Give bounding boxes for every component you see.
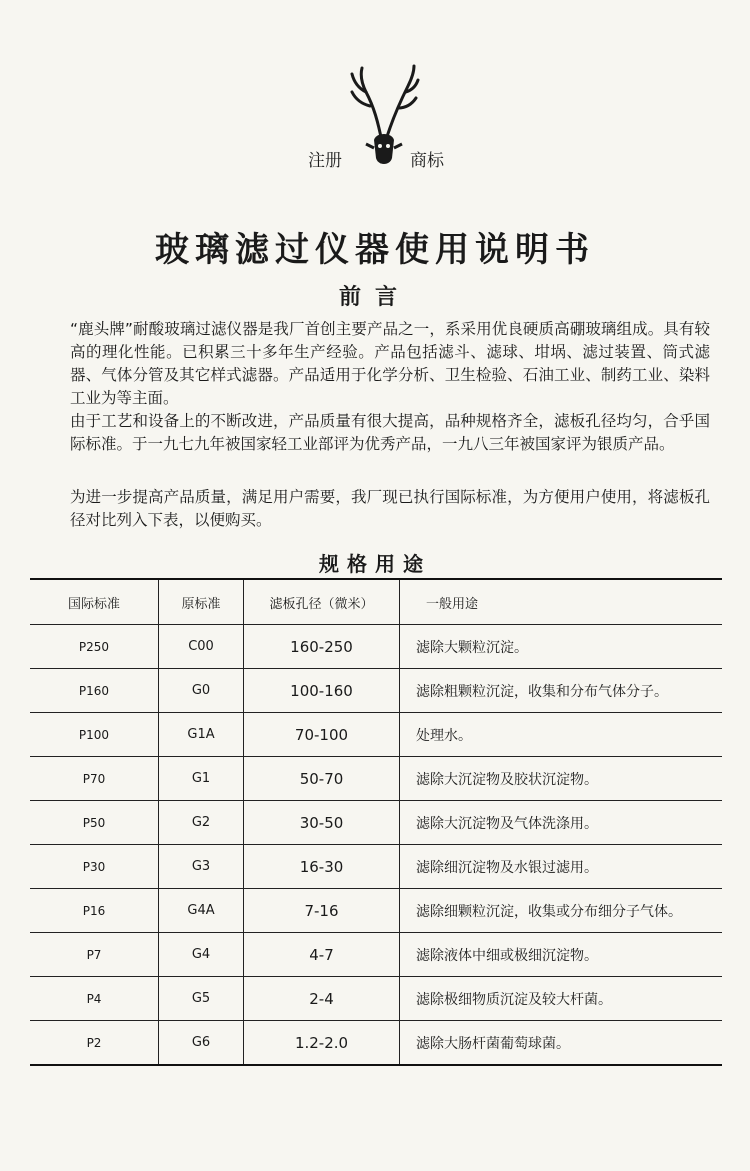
intl-standard-cell: P2 <box>30 1021 159 1066</box>
intl-standard-cell: P100 <box>30 713 159 757</box>
table-row <box>30 889 722 933</box>
intl-standard-cell: P16 <box>30 889 159 933</box>
pore-size-cell: 160-250 <box>244 625 400 669</box>
intl-standard-cell: P50 <box>30 801 159 845</box>
pore-size-cell: 70-100 <box>244 713 400 757</box>
orig-standard-cell: C00 <box>159 625 244 669</box>
pore-size-cell: 30-50 <box>244 801 400 845</box>
orig-standard-cell: G5 <box>159 977 244 1021</box>
orig-standard-cell: G3 <box>159 845 244 889</box>
intl-standard-cell: P7 <box>30 933 159 977</box>
orig-standard-cell: G2 <box>159 801 244 845</box>
general-use-cell: 滤除大颗粒沉淀。 <box>400 625 723 669</box>
intl-standard-cell: P70 <box>30 757 159 801</box>
pore-size-cell: 100-160 <box>244 669 400 713</box>
orig-standard-cell: G1A <box>159 713 244 757</box>
table-row <box>30 933 722 977</box>
orig-standard-cell: G1 <box>159 757 244 801</box>
preface-paragraph: 为进一步提高产品质量，满足用户需要，我厂现已执行国际标准，为方便用户使用，将滤板孔径对比列入下表，以便购买。 <box>70 488 710 529</box>
intl-standard-cell: P250 <box>30 625 159 669</box>
table-row <box>30 625 722 669</box>
table-row <box>30 1021 722 1066</box>
table-row <box>30 845 722 889</box>
intl-standard-cell: P4 <box>30 977 159 1021</box>
general-use-cell: 滤除细颗粒沉淀，收集或分布细分子气体。 <box>400 889 723 933</box>
registered-label: 注册 <box>308 151 342 171</box>
column-header-pore-size: 滤板孔径（微米） <box>244 579 400 625</box>
general-use-cell: 滤除细沉淀物及水银过滤用。 <box>400 845 723 889</box>
orig-standard-cell: G0 <box>159 669 244 713</box>
pore-size-cell: 16-30 <box>244 845 400 889</box>
table-row <box>30 713 722 757</box>
pore-size-cell: 7-16 <box>244 889 400 933</box>
table-row <box>30 801 722 845</box>
orig-standard-cell: G4A <box>159 889 244 933</box>
spec-table <box>30 578 722 1066</box>
pore-size-cell: 1.2-2.0 <box>244 1021 400 1066</box>
registered-trademark <box>300 62 460 172</box>
general-use-cell: 滤除大沉淀物及气体洗涤用。 <box>400 801 723 845</box>
orig-standard-cell: G4 <box>159 933 244 977</box>
table-header-row <box>30 579 722 625</box>
orig-standard-cell: G6 <box>159 1021 244 1066</box>
pore-size-cell: 4-7 <box>244 933 400 977</box>
intl-standard-cell: P160 <box>30 669 159 713</box>
trademark-label: 商标 <box>410 151 444 171</box>
intl-standard-cell: P30 <box>30 845 159 889</box>
preface-paragraph: 由于工艺和设备上的不断改进，产品质量有很大提高，品种规格齐全，滤板孔径均匀，合乎国际标准。于一九七九年被国家轻工业部评为优秀产品，一九八三年被国家评为银质产品。 <box>70 412 710 453</box>
document-title: 玻璃滤过仪器使用说明书 <box>155 230 595 270</box>
general-use-cell: 滤除极细物质沉淀及较大杆菌。 <box>400 977 723 1021</box>
general-use-cell: 滤除粗颗粒沉淀，收集和分布气体分子。 <box>400 669 723 713</box>
column-header-orig-standard: 原标准 <box>159 579 244 625</box>
general-use-cell: 处理水。 <box>400 713 723 757</box>
preface-paragraph: “鹿头牌”耐酸玻璃过滤仪器是我厂首创主要产品之一，系采用优良硬质高硼玻璃组成。具有较高的理化性能。已积累三十多年生产经验。产品包括滤斗、滤球、坩埚、滤过装置、筒式滤器、气体分管及其它样式滤器。产品适用于化学分析、卫生检验、石油工业、制药工业、染料工业为等主面。 <box>70 320 710 407</box>
table-row <box>30 757 722 801</box>
table-row <box>30 977 722 1021</box>
general-use-cell: 滤除大沉淀物及胶状沉淀物。 <box>400 757 723 801</box>
column-header-intl-standard: 国际标准 <box>30 579 159 625</box>
preface-heading: 前言 <box>338 284 411 310</box>
pore-size-cell: 2-4 <box>244 977 400 1021</box>
general-use-cell: 滤除液体中细或极细沉淀物。 <box>400 933 723 977</box>
column-header-general-use: 一般用途 <box>400 579 723 625</box>
general-use-cell: 滤除大肠杆菌葡萄球菌。 <box>400 1021 723 1066</box>
pore-size-cell: 50-70 <box>244 757 400 801</box>
spec-table-heading: 规格用途 <box>319 552 431 576</box>
table-row <box>30 669 722 713</box>
